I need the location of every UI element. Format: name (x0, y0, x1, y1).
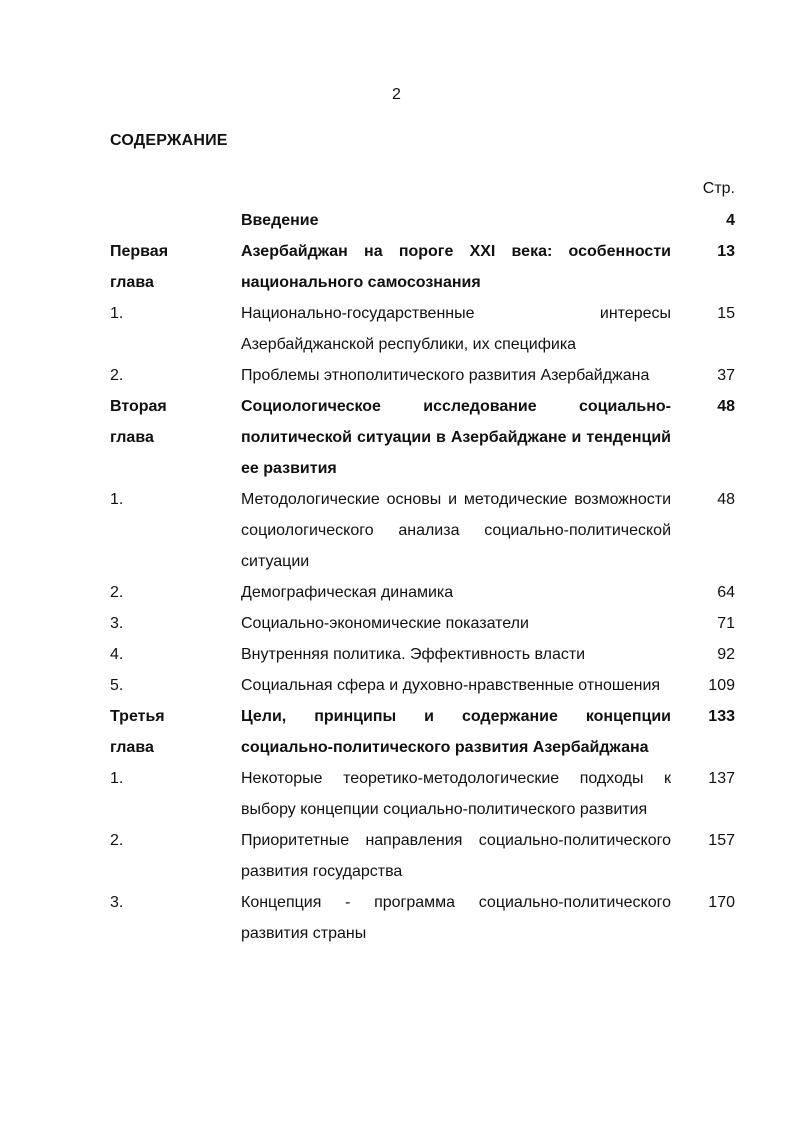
toc-entry-section (110, 484, 735, 577)
toc-entry-label: 1. (110, 305, 124, 322)
toc-entry-label: 1. (110, 770, 124, 787)
chapter-ordinal: Третья (110, 708, 165, 725)
toc-entry-chapter-2 (110, 391, 735, 484)
toc-entry-label: 2. (110, 832, 124, 849)
toc-entry-page: 157 (708, 832, 735, 849)
toc-entry-page: 133 (708, 708, 735, 725)
toc-entry-chapter-1 (110, 236, 735, 298)
toc-entry-page: 48 (717, 491, 735, 508)
toc-entry-title: Введение (241, 212, 319, 229)
chapter-word: глава (110, 739, 154, 756)
toc-entry-label (110, 205, 241, 236)
toc-entry-section (110, 360, 735, 391)
toc-entry-title: Азербайджан на пороге XXI века: особенности национального самосознания (241, 243, 671, 291)
pages-column-header: Стр. (702, 180, 735, 197)
chapter-word: глава (110, 429, 154, 446)
toc-entry-title: Социально-экономические показатели (241, 615, 529, 632)
chapter-ordinal: Первая (110, 243, 169, 260)
toc-entry-section (110, 577, 735, 608)
toc-entry-label: 2. (110, 584, 124, 601)
toc-entry-label: 5. (110, 677, 124, 694)
toc-entry-page: 37 (717, 367, 735, 384)
toc-entry-section (110, 825, 735, 887)
toc-entry-title: Цели, принципы и содержание концепции социально-политического развития Азербайджана (241, 708, 671, 756)
toc-entry-page: 71 (717, 615, 735, 632)
toc-entry-title: Концепция - программа социально-политического развития страны (241, 894, 671, 942)
toc-entry-page: 13 (717, 243, 735, 260)
toc-entry-title: Методологические основы и методические возможности социологического анализа социально-политической ситуации (241, 491, 671, 570)
toc-entry-label: 3. (110, 615, 124, 632)
toc-entry-title: Национально-государственные интересы Азербайджанской республики, их специфика (241, 305, 671, 353)
toc-entry-introduction (110, 205, 735, 236)
table-of-contents (110, 205, 735, 949)
toc-entry-page: 4 (726, 212, 735, 229)
toc-entry-label (110, 391, 241, 484)
toc-entry-page: 92 (717, 646, 735, 663)
toc-entry-label: 1. (110, 491, 124, 508)
toc-entry-title: Демографическая динамика (241, 584, 454, 601)
toc-entry-title: Некоторые теоретико-методологические подходы к выбору концепции социально-политического развития (241, 770, 671, 818)
toc-entry-page: 48 (717, 398, 735, 415)
page-number: 2 (392, 86, 401, 103)
toc-entry-title: Приоритетные направления социально-политического развития государства (241, 832, 671, 880)
page-title: СОДЕРЖАНИЕ (110, 132, 228, 149)
toc-entry-title: Социальная сфера и духовно-нравственные отношения (241, 677, 661, 694)
toc-entry-title: Внутренняя политика. Эффективность власти (241, 646, 586, 663)
toc-entry-label: 3. (110, 894, 124, 911)
toc-entry-section (110, 887, 735, 949)
toc-entry-label (110, 701, 241, 763)
chapter-ordinal: Вторая (110, 398, 167, 415)
toc-entry-label (110, 236, 241, 298)
toc-entry-page: 109 (708, 677, 735, 694)
toc-entry-label: 2. (110, 367, 124, 384)
toc-entry-section (110, 298, 735, 360)
toc-entry-section (110, 670, 735, 701)
toc-entry-title: Социологическое исследование социально-политической ситуации в Азербайджане и тенденций ее развития (241, 398, 671, 477)
toc-entry-page: 64 (717, 584, 735, 601)
toc-entry-title: Проблемы этнополитического развития Азербайджана (241, 367, 650, 384)
toc-entry-label: 4. (110, 646, 124, 663)
toc-entry-chapter-3 (110, 701, 735, 763)
toc-entry-section (110, 608, 735, 639)
chapter-word: глава (110, 274, 154, 291)
toc-entry-section (110, 763, 735, 825)
toc-entry-section (110, 639, 735, 670)
toc-entry-page: 137 (708, 770, 735, 787)
toc-entry-page: 170 (708, 894, 735, 911)
toc-entry-page: 15 (717, 305, 735, 322)
